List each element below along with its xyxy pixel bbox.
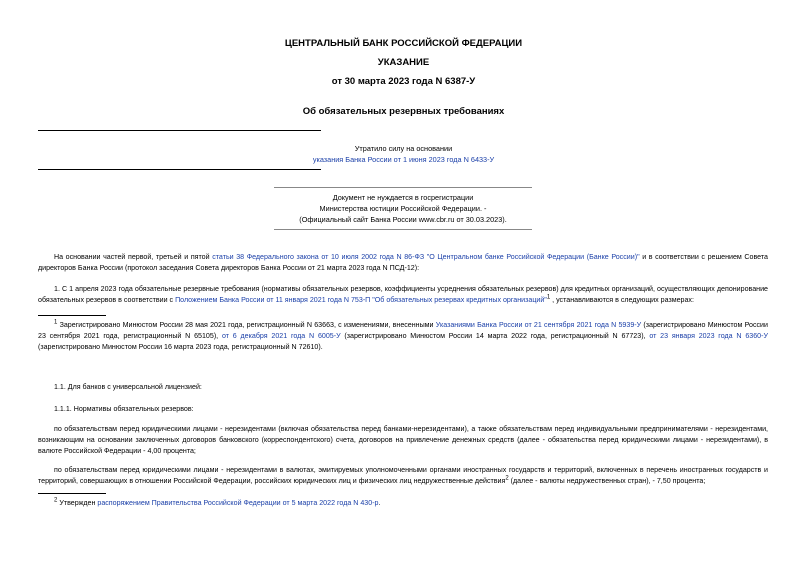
- paragraph-1: 1. С 1 апреля 2023 года обязательные резервные требования (нормативы обязательных резервов, коэффициенты усреднения обязательных резервов) для кредитных организаций, осуществляющих депонирование обязательных резервов в соответствии с Положением Банка России от 11 января 2021 года N 753-П "Об обязательных резервах кредитных организаций"$^1$ , устанавливаются в следующих размерах:: [38, 285, 768, 304]
- footnote-link-3[interactable]: от 23 января 2023 года N 6360-У: [649, 332, 768, 340]
- divider: [38, 169, 321, 170]
- paragraph-b: по обязательствам перед юридическими лицами - нерезидентами в валютах, эмитируемых уполномоченными органами иностранных государств и территорий, включенных в перечень иностранных государств и территорий, совершающих в отношении Российской Федерации, российских юридических лиц и физических лиц недружественные действия$^2$ (далее - валюты недружественных стран), - 7,50 процента;: [38, 466, 768, 485]
- bank-name: ЦЕНТРАЛЬНЫЙ БАНК РОССИЙСКОЙ ФЕДЕРАЦИИ: [284, 38, 523, 49]
- footnote-1: $^1$ Зарегистрировано Минюстом России 28 мая 2021 года, регистрационный N 63663, с изменениями, внесенными Указаниями Банка России от 21 сентября 2021 года N 5939-У (зарегистрировано Минюстом России 23 сентября 2021 года, регистрационный N 65105), от 6 декабря 2021 года N 6005-У (зарегистрировано Минюстом России 14 марта 2022 года, регистрационный N 67723), от 23 января 2023 года N 6360-У (зарегистрировано Минюстом России 16 марта 2023 года, регистрационный N 72610).: [38, 319, 768, 351]
- law-link[interactable]: статьи 38 Федерального закона от 10 июля 2002 года N 86-ФЗ "О Центральном банке Российской Федерации (Банке России)": [212, 253, 640, 261]
- document-date-number: от 30 марта 2023 года N 6387-У: [331, 76, 476, 87]
- expired-link[interactable]: указания Банка России от 1 июня 2023 года N 6433-У: [312, 155, 495, 164]
- section-1-1-1: 1.1.1. Нормативы обязательных резервов:: [54, 405, 194, 413]
- intro-paragraph: На основании частей первой, третьей и пятой статьи 38 Федерального закона от 10 июля 2002 года N 86-ФЗ "О Центральном банке Российской Федерации (Банке России)" и в соответствии с решением Совета директоров Банка России (протокол заседания Совета директоров Банка России от 21 марта 2023 года N ПСД-12):: [38, 253, 768, 272]
- section-1-1: 1.1. Для банков с универсальной лицензией:: [54, 383, 202, 391]
- footnote-divider: [38, 493, 106, 494]
- registration-note: Документ не нуждается в госрегистрации Министерства юстиции Российской Федерации. - (Официальный сайт Банка России www.cbr.ru от 30.03.2023).: [299, 193, 507, 224]
- document-type: УКАЗАНИЕ: [377, 57, 430, 68]
- footnote-ref-2[interactable]: 2: [505, 475, 509, 482]
- paragraph-a: по обязательствам перед юридическими лицами - нерезидентами (включая обязательства перед банками-нерезидентами), а также обязательствам перед индивидуальными предпринимателями - нерезидентами, возникающим на основании заключенных договоров банковского (корреспондентского) счета, договоров на привлечение денежных средств (далее - обязательства перед юридическими лицами - нерезидентами), в валюте Российской Федерации - 4,00 процента;: [38, 425, 768, 455]
- footnote-link-2[interactable]: от 6 декабря 2021 года N 6005-У: [221, 332, 341, 340]
- expired-notice: Утратило силу на основании указания Банка России от 1 июня 2023 года N 6433-У: [300, 143, 507, 165]
- divider: [274, 187, 532, 188]
- footnote-divider: [38, 315, 106, 316]
- divider: [38, 130, 321, 131]
- document-title: Об обязательных резервных требованиях: [302, 106, 505, 117]
- footnote-2: $^2$ Утвержден распоряжением Правительства Российской Федерации от 5 марта 2022 года N 430-р.: [54, 497, 381, 507]
- government-order-link[interactable]: распоряжением Правительства Российской Федерации от 5 марта 2022 года N 430-р: [97, 499, 379, 507]
- footnote-ref-1[interactable]: 1: [546, 294, 551, 301]
- divider: [274, 229, 532, 230]
- footnote-link-1[interactable]: Указаниями Банка России от 21 сентября 2021 года N 5939-У: [435, 321, 642, 329]
- regulation-link[interactable]: Положением Банка России от 11 января 2021 года N 753-П "Об обязательных резервах кредитных организаций": [175, 296, 547, 304]
